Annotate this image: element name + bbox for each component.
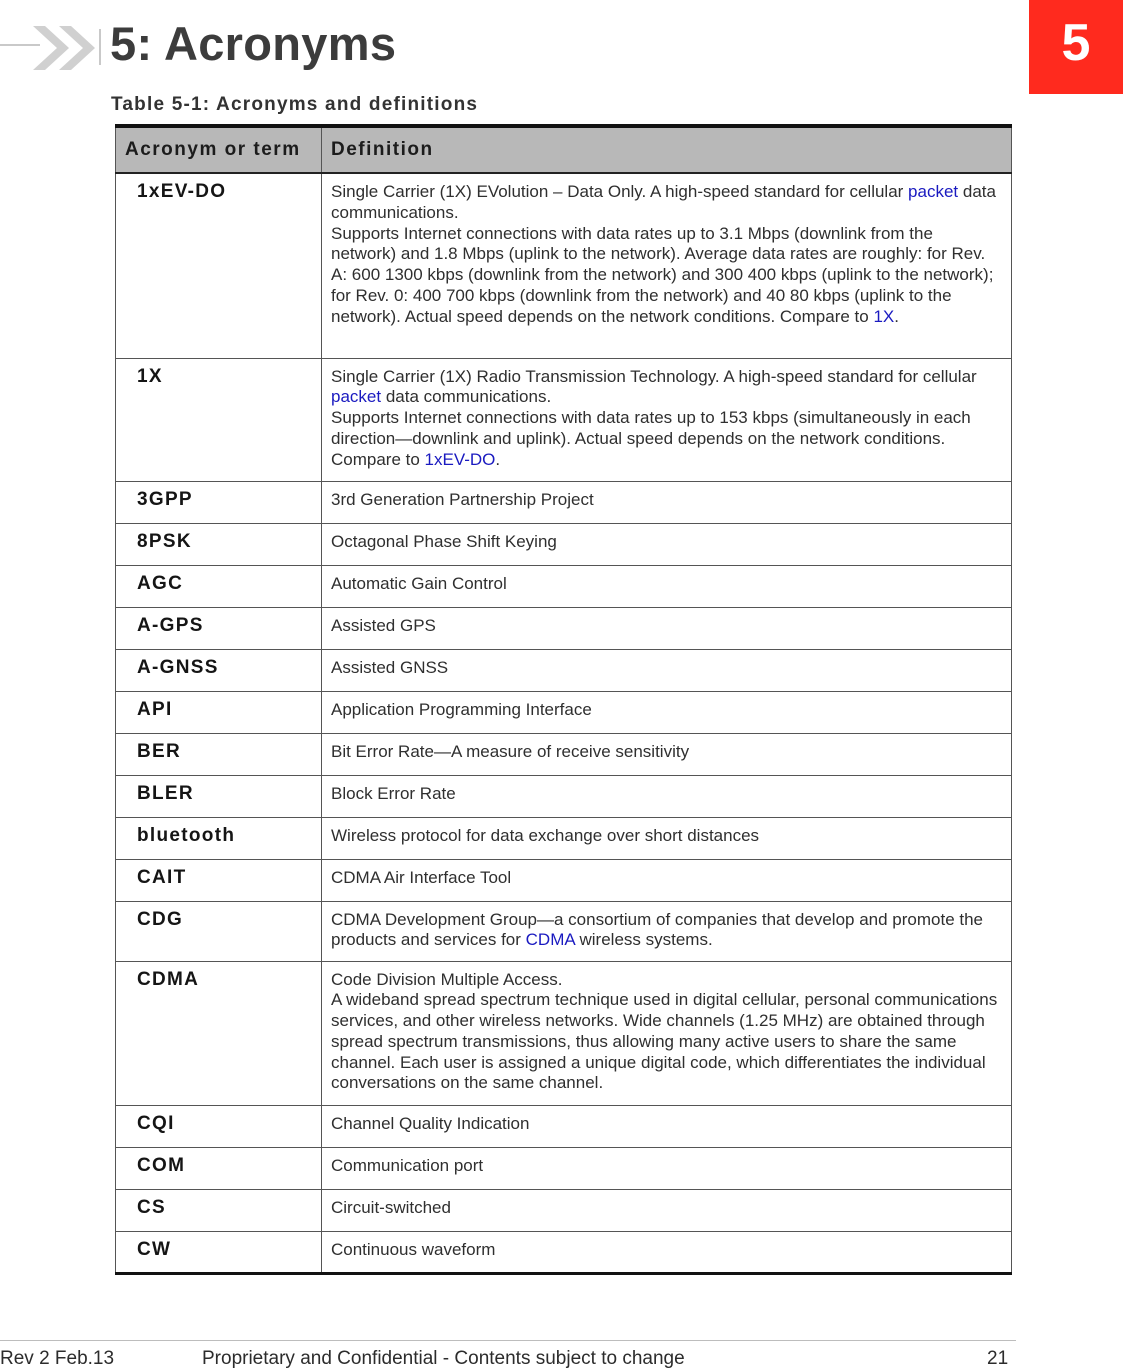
- table-row: [116, 481, 1012, 523]
- cdma-link[interactable]: CDMA: [525, 930, 575, 950]
- chapter-number-tab: 5: [1029, 0, 1123, 94]
- table-row: [116, 859, 1012, 901]
- acronym-cell: A-GNSS: [116, 649, 322, 691]
- acronym-cell: API: [116, 691, 322, 733]
- definition-cell: [322, 358, 1012, 481]
- definition-cell: Assisted GNSS: [322, 649, 1012, 691]
- packet-link[interactable]: packet: [331, 387, 382, 407]
- definition-text: Single Carrier (1X) Radio Transmission Technology. A high-speed standard for cellular: [331, 366, 977, 386]
- table-row: [116, 173, 1012, 358]
- acronym-cell: 3GPP: [116, 481, 322, 523]
- table-row: [116, 649, 1012, 691]
- packet-link[interactable]: packet: [908, 182, 959, 201]
- table-row: [116, 1105, 1012, 1147]
- acronym-cell: CAIT: [116, 859, 322, 901]
- table-row: [116, 901, 1012, 961]
- table-row: [116, 691, 1012, 733]
- definition-text: wireless systems.: [574, 930, 713, 950]
- acronym-cell: CDG: [116, 901, 322, 961]
- definition-text: Supports Internet connections with data rates up to 3.1 Mbps (downlink from the network) and 1.8 Mbps (uplink to the network). Average data rates are roughly: for Rev. A: 600 1300 kbps (downlink from the network) and 300 400 kbps (uplink to the network); for Rev. 0: 400 700 kbps (downlink from the network) and 40 80 kbps (uplink to the network). Actual speed depends on the network conditions. Compare to: [331, 223, 994, 326]
- table-row: [116, 565, 1012, 607]
- column-header-definition: Definition: [322, 126, 1012, 173]
- footer-page-number: 21: [987, 1348, 1009, 1369]
- definition-cell: Communication port: [322, 1147, 1012, 1189]
- definition-text: .: [894, 306, 899, 326]
- acronym-cell: BLER: [116, 775, 322, 817]
- table-row: [116, 607, 1012, 649]
- acronyms-table: [115, 124, 1012, 1275]
- definition-cell: Application Programming Interface: [322, 691, 1012, 733]
- definition-text: data communications.: [381, 387, 552, 407]
- definition-text: Supports Internet connections with data rates up to 153 kbps (simultaneously in each direction—downlink and uplink). Actual speed depends on the network conditions. Compare to: [331, 408, 971, 469]
- definition-cell: 3rd Generation Partnership Project: [322, 481, 1012, 523]
- table-header-row: [116, 126, 1012, 173]
- footer-revision: Rev 2 Feb.13: [0, 1348, 115, 1369]
- acronym-cell: BER: [116, 733, 322, 775]
- page-title: 5: Acronyms: [110, 17, 397, 70]
- acronym-cell: COM: [116, 1147, 322, 1189]
- acronym-cell: CDMA: [116, 961, 322, 1105]
- definition-cell: CDMA Air Interface Tool: [322, 859, 1012, 901]
- footer-notice: Proprietary and Confidential - Contents subject to change: [202, 1348, 685, 1369]
- footer-rule: [0, 1340, 1016, 1341]
- definition-text: data communications.: [331, 182, 996, 222]
- definition-cell: Block Error Rate: [322, 775, 1012, 817]
- table-row: [116, 817, 1012, 859]
- header-divider: [99, 29, 101, 65]
- definition-text: Single Carrier (1X) EVolution – Data Only. A high-speed standard for cellular: [331, 182, 909, 201]
- definition-cell: Bit Error Rate—A measure of receive sensitivity: [322, 733, 1012, 775]
- chevron-right-icon: [59, 26, 95, 70]
- table-row: [116, 1147, 1012, 1189]
- definition-text: Code Division Multiple Access.: [331, 969, 563, 989]
- table-row: [116, 523, 1012, 565]
- definition-text: A wideband spread spectrum technique used in digital cellular, personal communications services, and other wireless networks. Wide channels (1.25 MHz) are obtained through spread spectrum transmissions, thus allowing many active users to share the same channel. Each user is assigned a unique digital code, which differentiates the individual conversations on the same channel.: [331, 990, 998, 1093]
- definition-cell: [322, 173, 1012, 358]
- table-caption: Table 5-1: Acronyms and definitions: [111, 94, 479, 115]
- definition-cell: Assisted GPS: [322, 607, 1012, 649]
- acronym-cell: CS: [116, 1189, 322, 1231]
- definition-cell: Continuous waveform: [322, 1231, 1012, 1273]
- column-header-term: Acronym or term: [116, 126, 322, 173]
- acronym-cell: AGC: [116, 565, 322, 607]
- table-row: [116, 775, 1012, 817]
- definition-cell: Wireless protocol for data exchange over short distances: [322, 817, 1012, 859]
- definition-cell: Automatic Gain Control: [322, 565, 1012, 607]
- acronym-cell: CQI: [116, 1105, 322, 1147]
- table-row: [116, 961, 1012, 1105]
- definition-cell: Circuit-switched: [322, 1189, 1012, 1231]
- definition-text: .: [495, 449, 501, 469]
- 1xev-do-link[interactable]: 1xEV-DO: [424, 449, 496, 469]
- definition-cell: Channel Quality Indication: [322, 1105, 1012, 1147]
- definition-cell: [322, 961, 1012, 1105]
- definition-cell: [322, 901, 1012, 961]
- 1x-link[interactable]: 1X: [873, 306, 895, 326]
- acronym-cell: 1X: [116, 358, 322, 481]
- acronym-cell: 1xEV-DO: [116, 173, 322, 358]
- table-row: [116, 1231, 1012, 1273]
- table-row: [116, 733, 1012, 775]
- table-row: [116, 1189, 1012, 1231]
- definition-text: CDMA Development Group—a consortium of companies that develop and promote the products and services for: [331, 909, 984, 950]
- acronym-cell: 8PSK: [116, 523, 322, 565]
- acronym-cell: bluetooth: [116, 817, 322, 859]
- acronym-cell: A-GPS: [116, 607, 322, 649]
- acronym-cell: CW: [116, 1231, 322, 1273]
- definition-cell: Octagonal Phase Shift Keying: [322, 523, 1012, 565]
- table-row: [116, 358, 1012, 481]
